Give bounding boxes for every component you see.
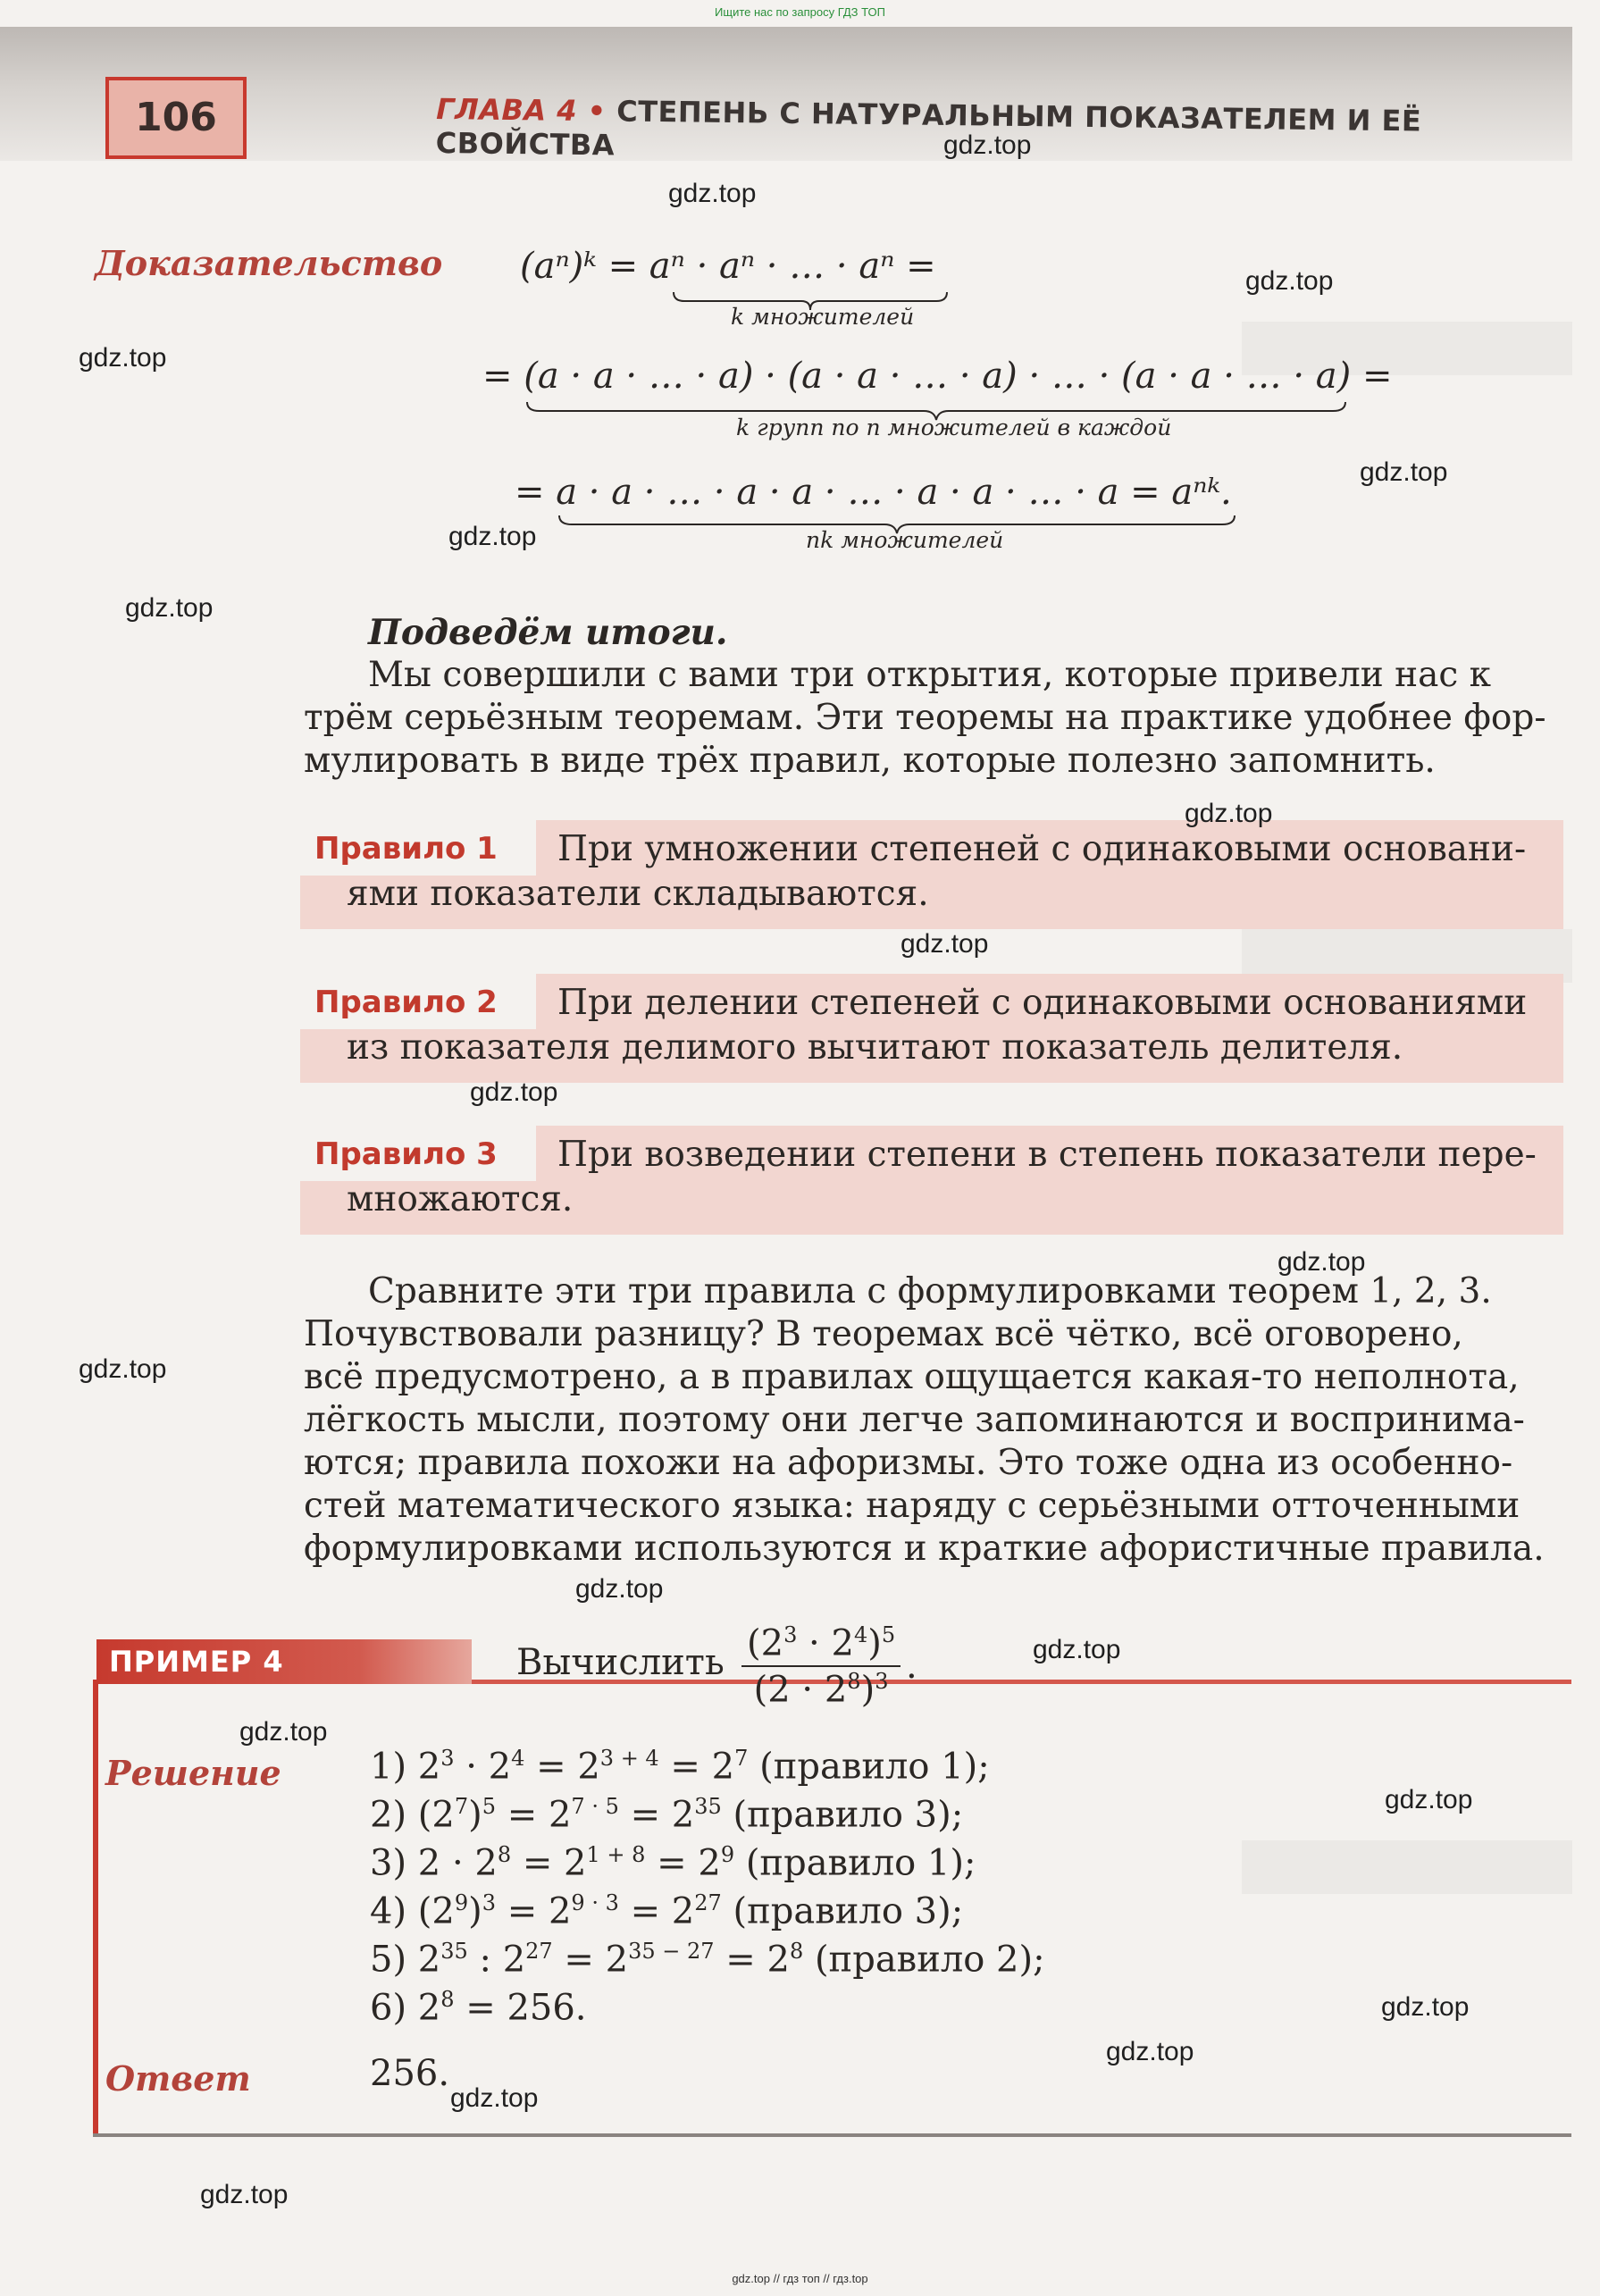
proof-formula-line-1: (aⁿ)ᵏ = aⁿ · aⁿ · … · aⁿ = <box>520 246 936 287</box>
proof-label: Доказательство <box>95 243 443 283</box>
rule-1-label: Правило 1 <box>314 831 498 867</box>
chapter-title-text: СТЕПЕНЬ С НАТУРАЛЬНЫМ ПОКАЗАТЕЛЕМ И ЕЁ СВОЙСТВА <box>435 94 1422 163</box>
watermark: gdz.top <box>79 343 167 373</box>
watermark: gdz.top <box>1385 1785 1473 1814</box>
proof-formula-line-3: = a · a · … · a · a · … · a · a · … · a = aⁿᵏ. <box>515 472 1232 513</box>
rule-2-text-line: из показателя делимого вычитают показатель делителя. <box>347 1027 1403 1068</box>
fraction-denominator: $(2 \cdot 2^8)^3$ <box>753 1669 889 1711</box>
compare-line: Сравните эти три правила с формулировками теорем 1, 2, 3. <box>368 1271 1492 1311</box>
watermark: gdz.top <box>450 2083 539 2113</box>
rule-1-text-line: При умножении степеней с одинаковыми основани- <box>557 829 1527 869</box>
solution-label: Решение <box>105 1753 281 1793</box>
example-frame-bottom <box>93 2133 1571 2137</box>
chapter-label: ГЛАВА 4 <box>436 92 578 128</box>
chapter-dot: • <box>587 94 607 129</box>
example-label: ПРИМЕР 4 <box>96 1639 472 1684</box>
solution-step-3: 3) $2 \cdot 2^8 = 2^{1 + 8} = 2^9$ (правило 1); <box>370 1842 976 1884</box>
rule-2-label: Правило 2 <box>314 985 498 1020</box>
watermark: gdz.top <box>448 522 537 551</box>
watermark: gdz.top <box>470 1077 558 1107</box>
top-search-link[interactable]: Ищите нас по запросу ГДЗ ТОП <box>715 5 885 19</box>
answer-value: 256. <box>370 2053 450 2094</box>
answer-label: Ответ <box>105 2058 251 2099</box>
watermark: gdz.top <box>1106 2037 1194 2066</box>
solution-step-1: 1) $2^3 \cdot 2^4 = 2^{3 + 4} = 2^7$ (правило 1); <box>370 1746 990 1788</box>
compare-line: формулировками используются и краткие афористичные правила. <box>304 1529 1545 1569</box>
proof-formula-line-2: = (a · a · … · a) · (a · a · … · a) · … · (a · a · … · a) = <box>482 356 1393 397</box>
watermark: gdz.top <box>1381 1992 1470 2022</box>
watermark: gdz.top <box>200 2180 289 2209</box>
compare-line: стей математического языка: наряду с серьёзными отточенными <box>304 1486 1520 1526</box>
watermark: gdz.top <box>1033 1635 1121 1664</box>
compare-line: ются; правила похожи на афоризмы. Это тоже одна из особенно- <box>304 1443 1513 1483</box>
example-frame-left <box>93 1680 98 2135</box>
summary-line: трём серьёзным теоремам. Эти теоремы на практике удобнее фор- <box>304 698 1546 738</box>
watermark: gdz.top <box>1277 1247 1366 1277</box>
solution-step-5: 5) $2^{35}$ : $2^{27} = 2^{35 - 27} = 2^8$ (правило 2); <box>370 1939 1045 1981</box>
proof-note-3: nk множителей <box>806 527 1004 553</box>
fraction-bar <box>741 1665 901 1667</box>
watermark: gdz.top <box>1245 266 1334 296</box>
watermark: gdz.top <box>943 130 1032 160</box>
example-task-label: Вычислить <box>516 1642 725 1683</box>
footer-links[interactable]: gdz.top // гдз топ // гдз.top <box>732 2272 868 2285</box>
rule-3-text-line: При возведении степени в степень показатели пере- <box>557 1135 1537 1175</box>
watermark: gdz.top <box>1185 799 1273 828</box>
watermark: gdz.top <box>901 929 989 959</box>
rule-1-text-line: ями показатели складываются. <box>347 874 929 914</box>
solution-step-4: 4) $(2^9)^3 = 2^{9 \cdot 3} = 2^{27}$ (правило 3); <box>370 1890 964 1932</box>
watermark: gdz.top <box>668 179 757 208</box>
bleed-through-band <box>1242 1840 1572 1894</box>
summary-line: мулировать в виде трёх правил, которые полезно запомнить. <box>304 741 1436 781</box>
watermark: gdz.top <box>1360 457 1448 487</box>
proof-note-1: k множителей <box>731 304 915 330</box>
compare-line: лёгкость мысли, поэтому они легче запоминаются и воспринима- <box>304 1400 1525 1440</box>
summary-heading: Подведём итоги. <box>368 612 728 653</box>
watermark: gdz.top <box>125 593 214 623</box>
page-number: 106 <box>105 77 247 159</box>
watermark: gdz.top <box>79 1354 167 1384</box>
compare-line: Почувствовали разницу? В теоремах всё чётко, всё оговорено, <box>304 1314 1463 1354</box>
example-fraction <box>741 1622 901 1711</box>
proof-note-2: k групп по n множителей в каждой <box>736 415 1172 440</box>
rule-3-label: Правило 3 <box>314 1136 498 1172</box>
summary-line: Мы совершили с вами три открытия, которые привели нас к <box>368 655 1492 695</box>
solution-step-2: 2) $(2^7)^5 = 2^{7 \cdot 5} = 2^{35}$ (правило 3); <box>370 1794 964 1836</box>
watermark: gdz.top <box>575 1574 664 1604</box>
watermark: gdz.top <box>239 1717 328 1747</box>
example-task-period: . <box>906 1646 917 1687</box>
rule-3-text-line: множаются. <box>347 1179 574 1219</box>
fraction-numerator: $(2^3 \cdot 2^4)^5$ <box>747 1622 896 1664</box>
example-task <box>516 1642 725 1683</box>
rule-2-text-line: При делении степеней с одинаковыми основаниями <box>557 983 1528 1023</box>
solution-step-6: 6) $2^8 = 256$. <box>370 1987 587 2029</box>
compare-line: всё предусмотрено, а в правилах ощущается какая-то неполнота, <box>304 1357 1520 1397</box>
